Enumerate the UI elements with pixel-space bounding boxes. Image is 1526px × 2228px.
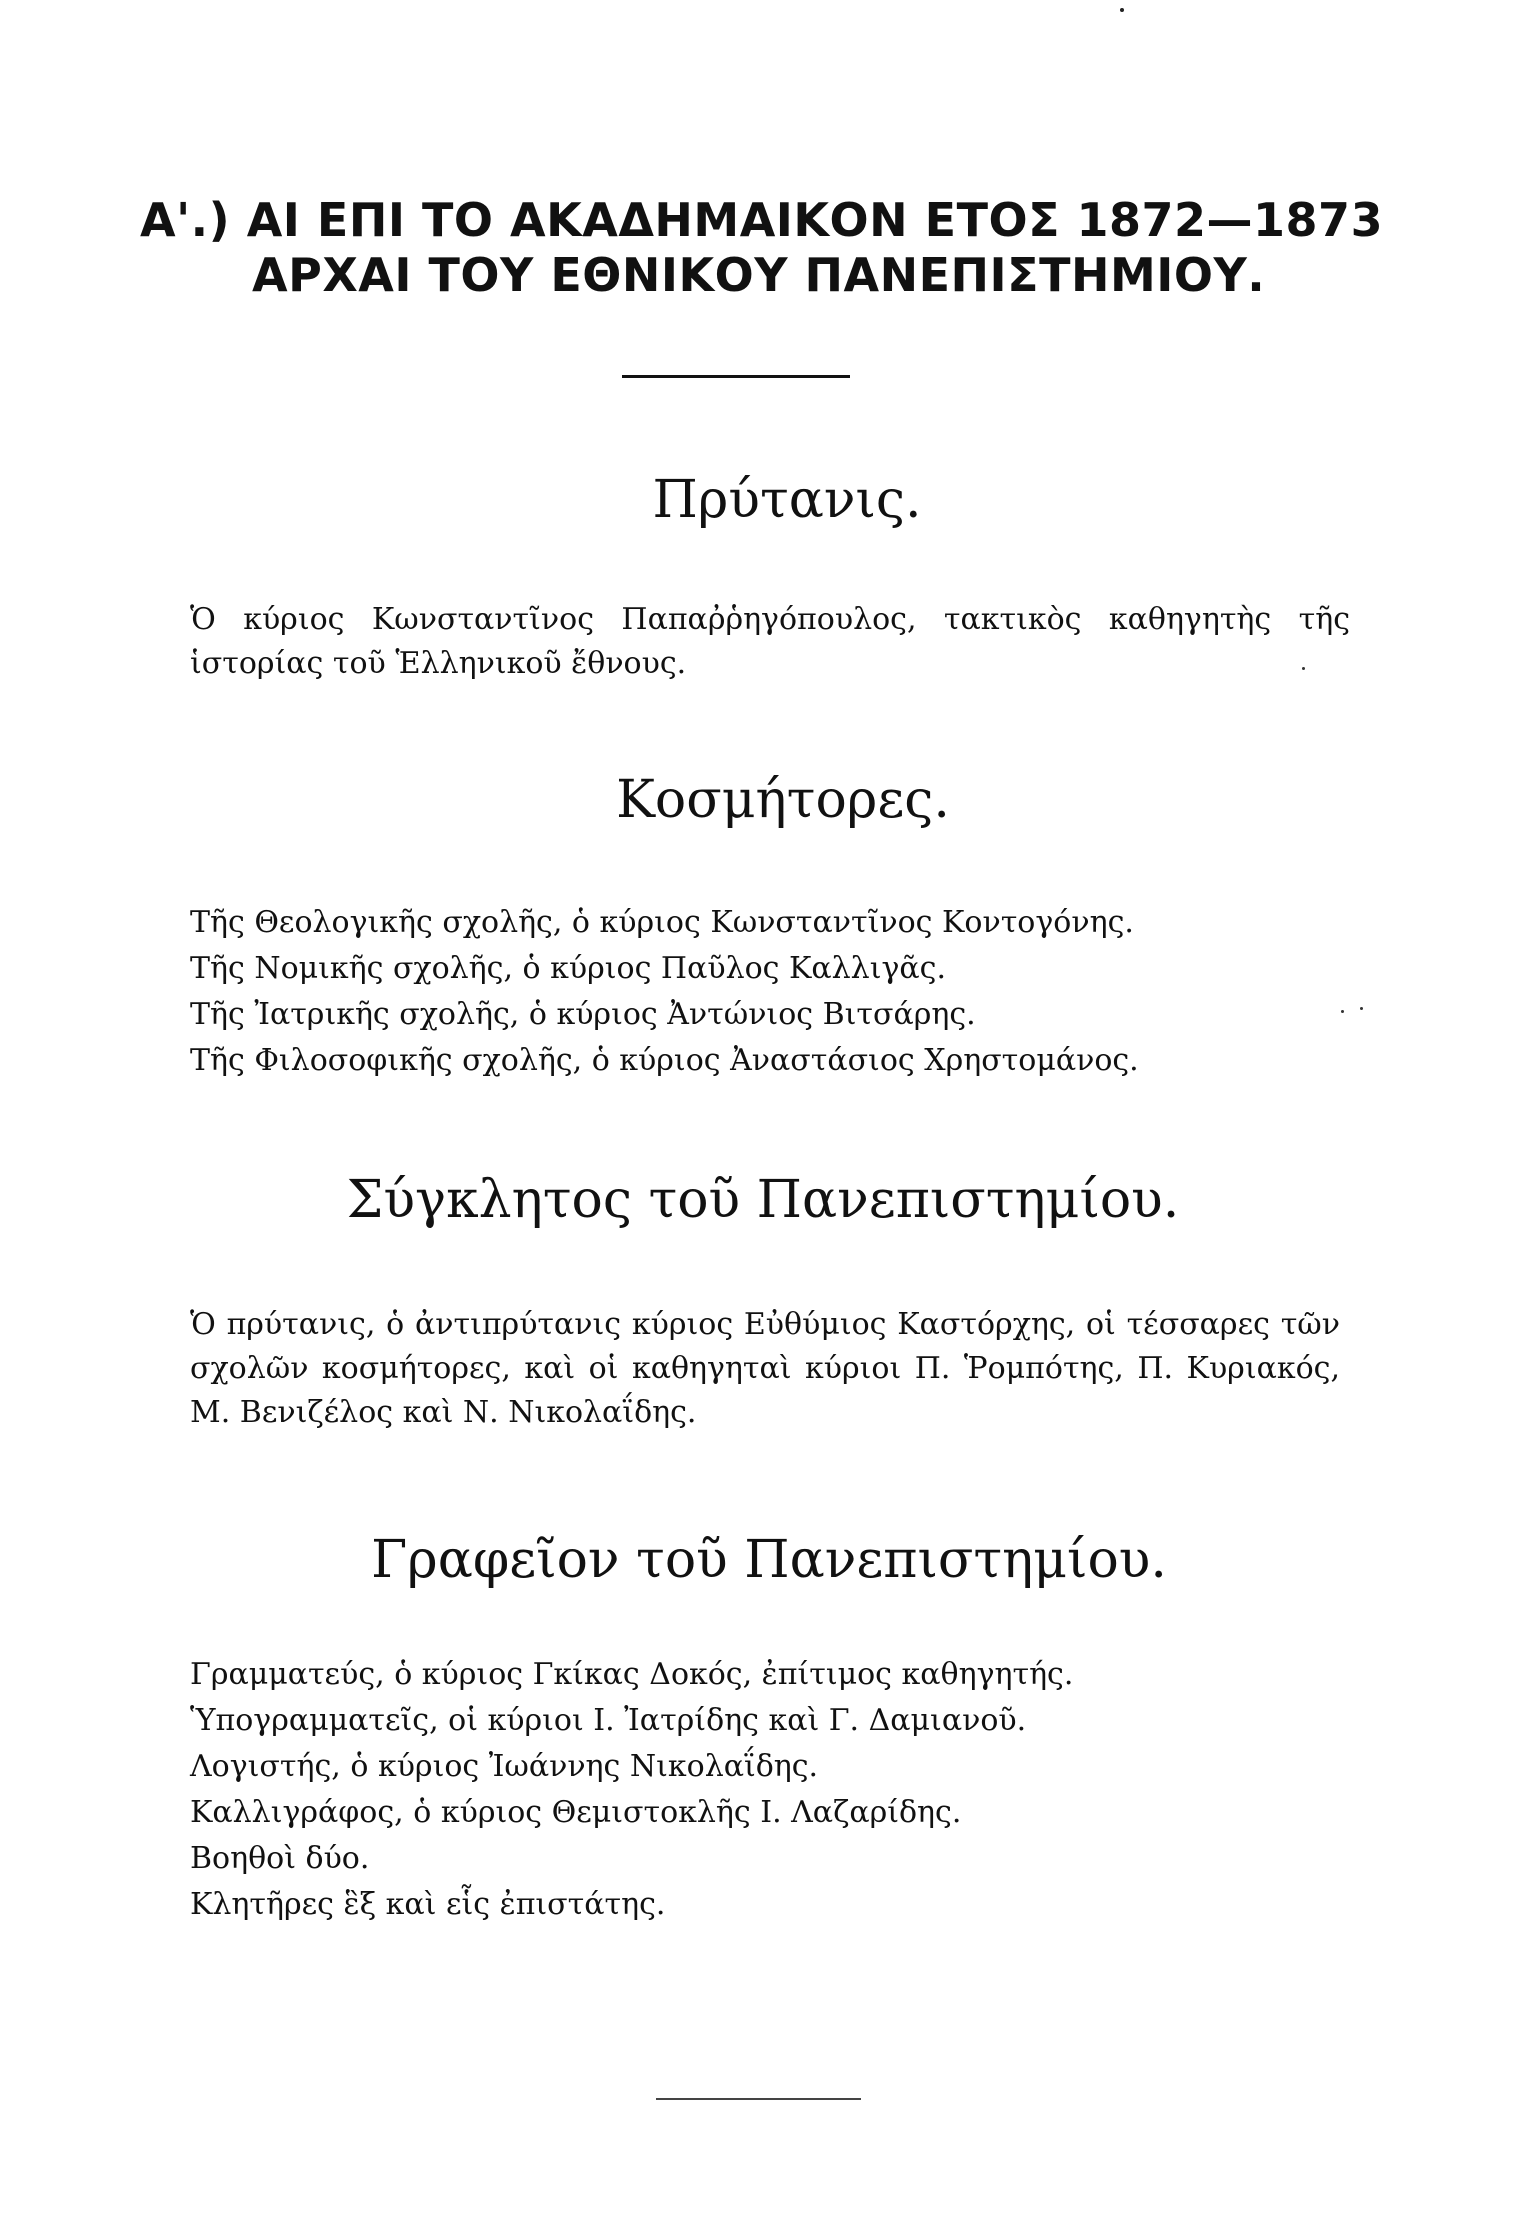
title-divider xyxy=(622,375,850,378)
list-item: Τῆς Ἰατρικῆς σχολῆς, ὁ κύριος Ἀντώνιος Βιτσάρης. xyxy=(190,997,976,1032)
scan-speck xyxy=(1360,1007,1363,1010)
list-item: Τῆς Θεολογικῆς σχολῆς, ὁ κύριος Κωνσταντῖνος Κοντογόνης. xyxy=(190,905,1134,940)
list-item: Γραμματεύς, ὁ κύριος Γκίκας Δοκός, ἐπίτιμος καθηγητής. xyxy=(190,1657,1074,1692)
synklitos-paragraph: Ὁ πρύτανις, ὁ ἀντιπρύτανις κύριος Εὐθύμιος Καστόρχης, οἱ τέσσαρες τῶν σχολῶν κοσμήτορες, καὶ οἱ καθηγηταὶ κύριοι Π. Ῥομπότης, Π. Κυριακός, Μ. Βενιζέλος καὶ Ν. Νικολαΐδης. xyxy=(190,1307,1340,1430)
kosmitores-list xyxy=(190,900,1350,1084)
title-line-1: Α'.) ΑΙ ΕΠΙ ΤΟ ΑΚΑΔΗΜΑΙΚΟΝ ΕΤΟΣ 1872—1873 xyxy=(140,192,1384,247)
list-item: Βοηθοὶ δύο. xyxy=(190,1841,370,1876)
end-divider xyxy=(656,2098,861,2100)
scan-speck xyxy=(1302,667,1305,670)
list-item: Τῆς Νομικῆς σχολῆς, ὁ κύριος Παῦλος Καλλιγᾶς. xyxy=(190,951,946,986)
heading-grafeion: Γραφεῖον τοῦ Πανεπιστημίου. xyxy=(371,1530,1167,1590)
title-line-2: ΑΡΧΑΙ ΤΟΥ ΕΘΝΙΚΟΥ ΠΑΝΕΠΙΣΤΗΜΙΟΥ. xyxy=(252,248,1266,302)
list-item: Τῆς Φιλοσοφικῆς σχολῆς, ὁ κύριος Ἀναστάσιος Χρηστομάνος. xyxy=(190,1043,1139,1078)
heading-prytanis: Πρύτανις. xyxy=(652,470,922,530)
heading-synklitos: Σύγκλητος τοῦ Πανεπιστημίου. xyxy=(346,1170,1180,1230)
page-title xyxy=(140,193,1400,303)
list-item: Κλητῆρες ἓξ καὶ εἷς ἐπιστάτης. xyxy=(190,1887,666,1922)
list-item: Λογιστής, ὁ κύριος Ἰωάννης Νικολαΐδης. xyxy=(190,1749,819,1784)
grafeion-list xyxy=(190,1652,1350,1928)
scan-speck xyxy=(1341,1010,1344,1013)
list-item: Ὑπογραμματεῖς, οἱ κύριοι Ι. Ἰατρίδης καὶ Γ. Δαμιανοῦ. xyxy=(190,1703,1027,1738)
heading-kosmitores: Κοσμήτορες. xyxy=(616,770,950,830)
scan-speck xyxy=(1120,8,1124,12)
list-item: Καλλιγράφος, ὁ κύριος Θεμιστοκλῆς Ι. Λαζαρίδης. xyxy=(190,1795,962,1830)
prytanis-paragraph: Ὁ κύριος Κωνσταντῖνος Παπαῤῥηγόπουλος, τακτικὸς καθηγητὴς τῆς ἱστορίας τοῦ Ἑλληνικοῦ ἔθνους. xyxy=(190,602,1350,681)
